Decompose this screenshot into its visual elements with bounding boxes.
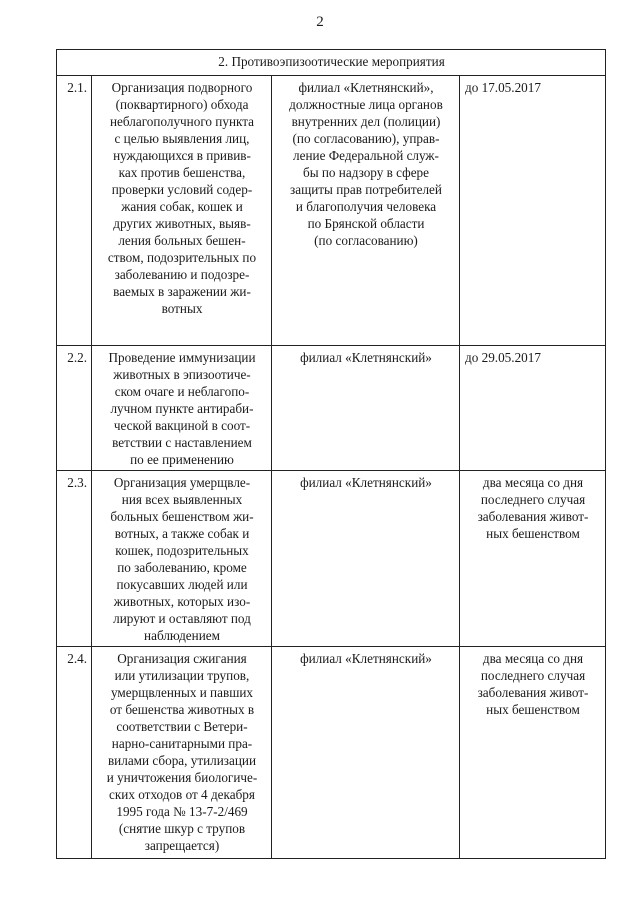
section-header-row [57, 50, 606, 76]
cell-text-line: больных бешенством жи- [110, 509, 254, 524]
cell-text-line: ление Федеральной служ- [293, 148, 439, 163]
cell-text-line: филиал «Клетнянский», [298, 80, 434, 95]
cell-text-line: жания собак, кошек и [121, 199, 243, 214]
cell-text-line: нуждающихся в привив- [113, 148, 251, 163]
cell-text-line: соответствии с Ветери- [116, 719, 248, 734]
table-row [57, 647, 606, 859]
section-title: 2. Противоэпизоотические мероприятия [57, 50, 606, 76]
cell-text-line: или утилизации трупов, [114, 668, 250, 683]
executor-cell [272, 346, 460, 471]
executor-cell [272, 471, 460, 647]
cell-text-line: ством, подозрительных по [107, 250, 257, 265]
cell-text-line: Проведение иммунизации [108, 350, 256, 365]
cell-text-line: наблюдением [144, 628, 220, 643]
deadline-cell [460, 647, 606, 859]
cell-text-line: последнего случая [480, 492, 586, 507]
row-number: 2.1. [57, 76, 92, 346]
cell-text-line: животных, которых изо- [113, 594, 251, 609]
cell-text-line: ветствии с наставлением [112, 435, 252, 450]
row-number: 2.4. [57, 647, 92, 859]
cell-text-line: ческой вакциной в соот- [113, 418, 251, 433]
cell-text-line: внутренних дел (полиции) [291, 114, 441, 129]
cell-text-line: и уничтожения биологиче- [106, 770, 258, 785]
cell-text-line: Организация сжигания [117, 651, 247, 666]
cell-text-line: должностные лица органов [289, 97, 443, 112]
cell-text-line: два месяца со дня [482, 651, 584, 666]
executor-cell [272, 76, 460, 346]
cell-text-line: по заболеванию, кроме [117, 560, 247, 575]
cell-text-line: по ее применению [130, 452, 234, 467]
measures-table [56, 49, 606, 859]
cell-text-line: защиты прав потребителей [290, 182, 442, 197]
cell-text-line: вилами сбора, утилизации [107, 753, 257, 768]
cell-text-line: заболеванию и подозре- [114, 267, 250, 282]
row-number: 2.3. [57, 471, 92, 647]
cell-text-line: бы по надзору в сфере [302, 165, 429, 180]
cell-text-line: ных бешенством [486, 702, 580, 717]
deadline-cell [460, 471, 606, 647]
cell-text-line: лучном пункте антираби- [110, 401, 254, 416]
measure-description [92, 647, 272, 859]
cell-text-line: ления больных бешен- [118, 233, 246, 248]
cell-text-line: проверки условий содер- [111, 182, 253, 197]
cell-text-line: ских отходов от 4 декабря [109, 787, 255, 802]
cell-text-line: (по согласованию), управ- [292, 131, 440, 146]
cell-text-line: лируют и оставляют под [113, 611, 251, 626]
cell-text-line: вотных [161, 301, 203, 316]
cell-text-line: заболевания живот- [477, 509, 589, 524]
cell-text-line: филиал «Клетнянский» [300, 475, 432, 490]
cell-text-line: заболевания живот- [477, 685, 589, 700]
cell-text-line: животных в эпизоотиче- [113, 367, 251, 382]
cell-text-line: филиал «Клетнянский» [300, 350, 432, 365]
table-row [57, 346, 606, 471]
cell-text-line: других животных, выяв- [113, 216, 251, 231]
cell-text-line: (поквартирного) обхода [115, 97, 249, 112]
cell-text-line: от бешенства животных в [109, 702, 255, 717]
cell-text-line: (снятие шкур с трупов [118, 821, 246, 836]
cell-text-line: покусавших людей или [116, 577, 248, 592]
cell-text-line: до 17.05.2017 [465, 80, 541, 95]
cell-text-line: Организация умерщвле- [113, 475, 251, 490]
cell-text-line: ных бешенством [486, 526, 580, 541]
cell-text-line: два месяца со дня [482, 475, 584, 490]
cell-text-line: неблагополучного пункта [109, 114, 255, 129]
cell-text-line: последнего случая [480, 668, 586, 683]
cell-text-line: до 29.05.2017 [465, 350, 541, 365]
executor-cell [272, 647, 460, 859]
cell-text-line: ния всех выявленных [121, 492, 243, 507]
cell-text-line: филиал «Клетнянский» [300, 651, 432, 666]
cell-text-line: вотных, а также собак и [114, 526, 250, 541]
table-row [57, 471, 606, 647]
cell-text-line: Организация подворного [111, 80, 253, 95]
deadline-cell [460, 76, 606, 346]
cell-text-line: с целью выявления лиц, [114, 131, 250, 146]
measure-description [92, 76, 272, 346]
cell-text-line: умерщвленных и павших [110, 685, 254, 700]
cell-text-line: и благополучия человека [295, 199, 437, 214]
cell-text-line: нарно-санитарными пра- [111, 736, 253, 751]
measure-description [92, 346, 272, 471]
table-row [57, 76, 606, 346]
row-number: 2.2. [57, 346, 92, 471]
cell-text-line: кошек, подозрительных [115, 543, 249, 558]
page-number: 2 [316, 14, 324, 30]
cell-text-line: 1995 года № 13-7-2/469 [116, 804, 248, 819]
cell-text-line: ском очаге и неблагопо- [114, 384, 250, 399]
deadline-cell [460, 346, 606, 471]
cell-text-line: (по согласованию) [314, 233, 418, 248]
cell-text-line: по Брянской области [307, 216, 425, 231]
cell-text-line: запрещается) [144, 838, 220, 853]
cell-text-line: ках против бешенства, [118, 165, 246, 180]
measure-description [92, 471, 272, 647]
cell-text-line: ваемых в заражении жи- [113, 284, 251, 299]
